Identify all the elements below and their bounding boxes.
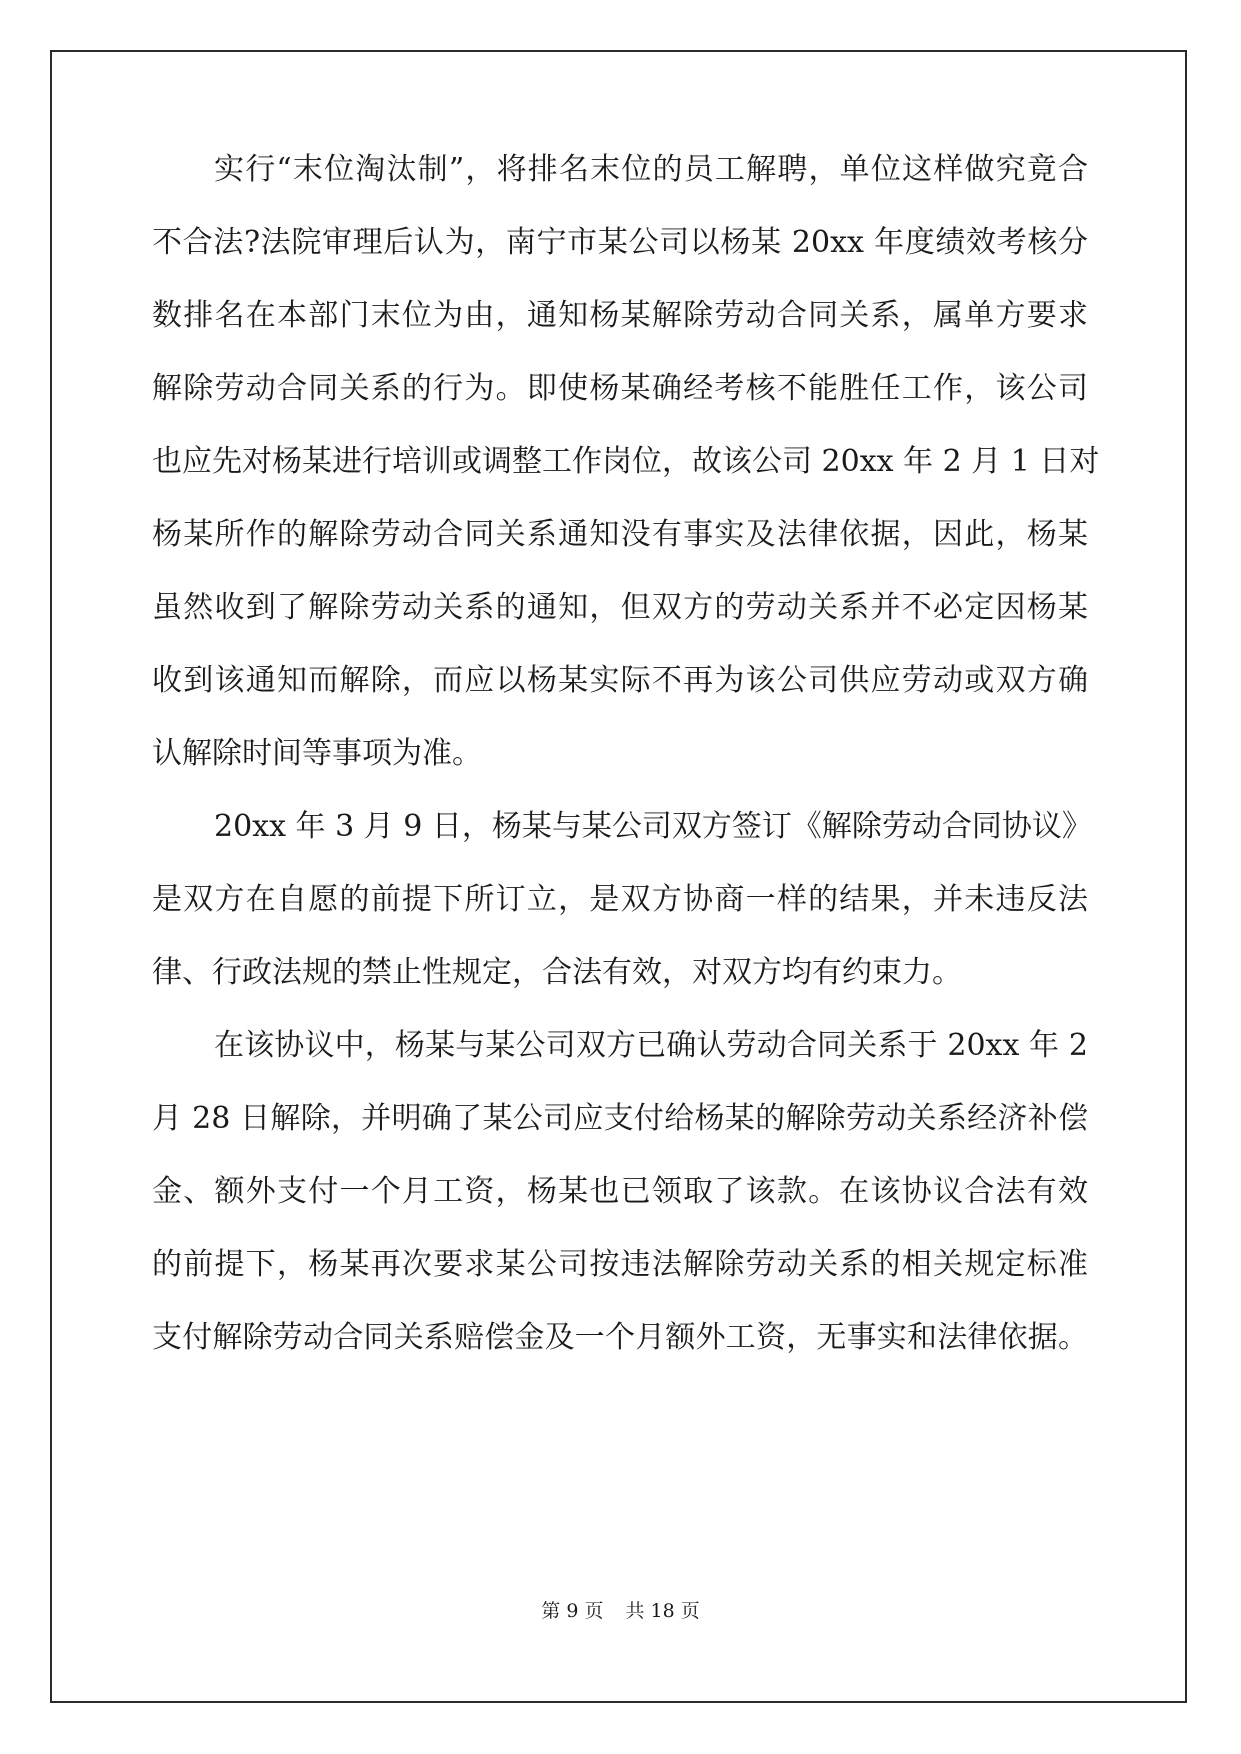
paragraph-1-line-9: 认解除时间等事项为准。 bbox=[152, 736, 482, 771]
paragraph-3-line-3: 金、额外支付一个月工资，杨某也已领取了该款。在该协议合法有效 bbox=[152, 1174, 1088, 1209]
paragraph-1-line-1: 实行“末位淘汰制”，将排名末位的员工解聘，单位这样做究竟合 bbox=[214, 152, 1088, 187]
paragraph-2-line-3: 律、行政法规的禁止性规定，合法有效，对双方均有约束力。 bbox=[152, 955, 962, 990]
paragraph-1-line-4: 解除劳动合同关系的行为。即使杨某确经考核不能胜任工作，该公司 bbox=[152, 371, 1088, 406]
paragraph-1-line-8: 收到该通知而解除，而应以杨某实际不再为该公司供应劳动或双方确 bbox=[152, 663, 1088, 698]
page-number: 第 9 页 bbox=[541, 1600, 604, 1622]
paragraph-1-line-3: 数排名在本部门末位为由，通知杨某解除劳动合同关系，属单方要求 bbox=[152, 298, 1088, 333]
paragraph-3-line-4: 的前提下，杨某再次要求某公司按违法解除劳动关系的相关规定标准 bbox=[152, 1247, 1088, 1282]
paragraph-3-line-2: 月 28 日解除，并明确了某公司应支付给杨某的解除劳动关系经济补偿 bbox=[152, 1101, 1088, 1136]
paragraph-2-line-1: 20xx 年 3 月 9 日，杨某与某公司双方签订《解除劳动合同协议》 bbox=[214, 809, 1092, 844]
page-total: 共 18 页 bbox=[625, 1600, 700, 1622]
paragraph-3-line-5: 支付解除劳动合同关系赔偿金及一个月额外工资，无事实和法律依据。 bbox=[152, 1320, 1088, 1355]
paragraph-2-line-2: 是双方在自愿的前提下所订立，是双方协商一样的结果，并未违反法 bbox=[152, 882, 1088, 917]
paragraph-3-line-1: 在该协议中，杨某与某公司双方已确认劳动合同关系于 20xx 年 2 bbox=[214, 1028, 1088, 1063]
paragraph-1-line-7: 虽然收到了解除劳动关系的通知，但双方的劳动关系并不必定因杨某 bbox=[152, 590, 1088, 625]
paragraph-1-line-6: 杨某所作的解除劳动合同关系通知没有事实及法律依据，因此，杨某 bbox=[152, 517, 1088, 552]
paragraph-1-line-2: 不合法?法院审理后认为，南宁市某公司以杨某 20xx 年度绩效考核分 bbox=[152, 225, 1088, 260]
paragraph-1-line-5: 也应先对杨某进行培训或调整工作岗位，故该公司 20xx 年 2 月 1 日对 bbox=[152, 444, 1100, 479]
page-footer bbox=[0, 1596, 1241, 1626]
